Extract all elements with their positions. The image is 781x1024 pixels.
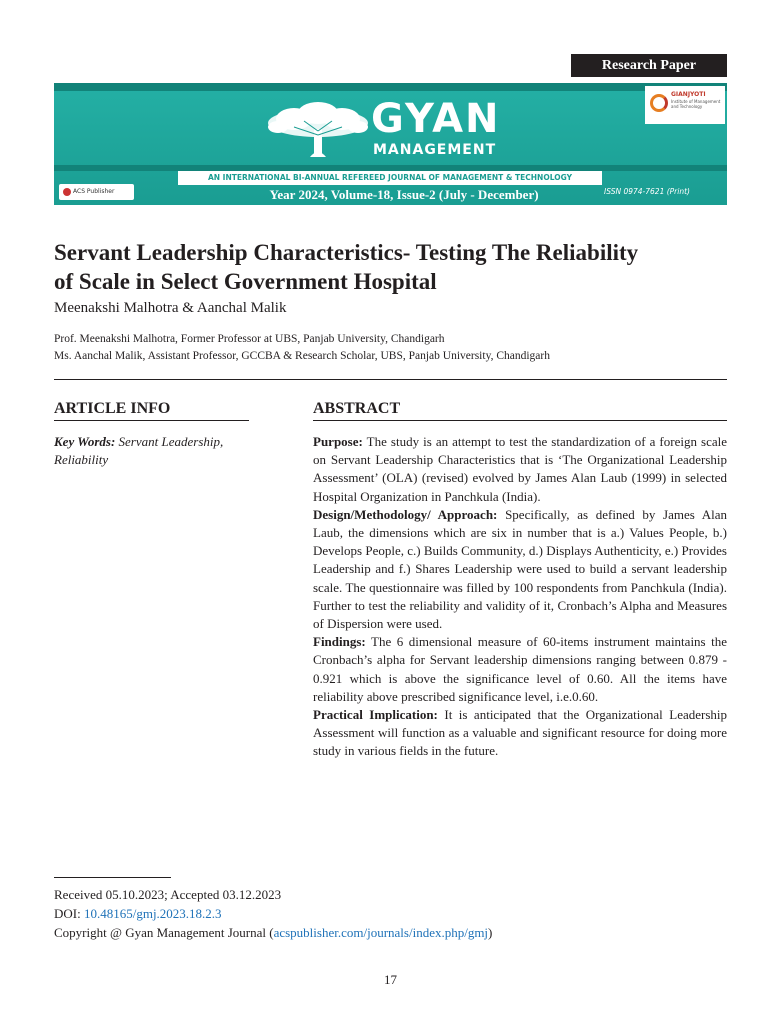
abstract-heading: ABSTRACT [313,400,401,417]
article-type-label: Research Paper [571,54,727,77]
gianjyoti-logo [645,86,725,124]
abstract-purpose [313,433,727,506]
abstract-findings [313,633,727,706]
received-dates: Received 05.10.2023; Accepted 03.12.2023 [54,887,282,902]
paper-title [54,238,734,296]
volume-info: Year 2024, Volume-18, Issue-2 (July - December) [269,187,539,202]
design-text: Specifically, as defined by James Alan Laub, the dimensions which are six in number that is a.) Values People, b.) Develops People, c.) Builds Community, d.) Displays Authenticity, e.) Provides Leadership and f.) Shares Leadership were used to build a servant leadership scale. The questionnaire was filled by 100 respondents from Panchkula (India). Further to test the reliability and validity of it, Cronbach’s Alpha and Measures of Dispersion were used. [313,506,728,632]
purpose-label: Purpose: [313,434,363,449]
footnote-rule [54,877,171,878]
keywords-value: Servant Leadership, Reliability [54,434,224,467]
publisher-logo-text: ACS Publisher [73,188,115,195]
issn: ISSN 0974-7621 (Print) [604,187,690,196]
doi-line [54,905,222,923]
acs-publisher-emblem-icon [63,188,71,196]
doi-label: DOI: [54,906,81,921]
abstract-design [313,506,727,633]
journal-tagline: AN INTERNATIONAL BI-ANNUAL REFEREED JOURNAL OF MANAGEMENT & TECHNOLOGY [178,171,602,185]
keywords [54,433,254,469]
abstract-rule [313,420,727,421]
banner-stripe-top [54,83,727,91]
publisher-logo [59,184,134,200]
keywords-label: Key Words: [54,434,116,449]
article-info-rule [54,420,249,421]
authors: Meenakshi Malhotra & Aanchal Malik [54,300,287,316]
findings-text: The 6 dimensional measure of 60-items instrument maintains the Cronbach’s alpha for Servant leadership dimensions ranging between 0.879 - 0.921 which is above the significance level of 0.60. All the items have reliability above prescribed significance level, i.e.0.60. [313,634,727,704]
copyright-line [54,924,492,942]
journal-url-link[interactable]: acspublisher.com/journals/index.php/gmj [273,925,489,940]
paper-title-line-2: of Scale in Select Government Hospital [54,269,437,294]
header-divider [54,379,727,380]
findings-label: Findings: [313,634,366,650]
abstract-body [313,433,727,761]
gianjyoti-logo-subtext: Institute of Management and Technology [671,99,721,109]
journal-name: GYAN [371,96,501,142]
journal-banner [54,83,727,205]
copyright-prefix: Copyright @ Gyan Management Journal ( [54,925,274,940]
doi-link[interactable]: 10.48165/gmj.2023.18.2.3 [83,906,222,921]
paper-title-line-1: Servant Leadership Characteristics- Testing The Reliability [54,240,639,265]
design-label: Design/Methodology/ Approach: [313,506,498,522]
implication-label: Practical Implication: [313,707,438,723]
implication-text: It is anticipated that the Organizational Leadership Assessment will function as a valuable and significant resource for doing more study in various fields in the future. [313,707,727,759]
tree-logo-icon [264,101,372,161]
page-number: 17 [384,972,397,987]
affiliation-1: Prof. Meenakshi Malhotra, Former Professor at UBS, Panjab University, Chandigarh [54,333,445,345]
abstract-implication [313,706,727,761]
gianjyoti-emblem-icon [650,94,668,112]
journal-subname: MANAGEMENT [373,142,497,158]
purpose-text: The study is an attempt to test the standardization of a foreign scale on Servant Leadership Characteristics that is ‘The Organizational Leadership Assessment’ (OLA) (revised) evolved by James Alan Laub (1999) in selected Hospital Organization in Panchkula (India). [313,434,727,504]
copyright-suffix: ) [488,925,493,940]
affiliation-2: Ms. Aanchal Malik, Assistant Professor, GCCBA & Research Scholar, UBS, Panjab University, Chandigarh [54,350,550,362]
article-info-heading: ARTICLE INFO [54,400,171,417]
gianjyoti-logo-text: GIANJYOTI [671,91,706,98]
